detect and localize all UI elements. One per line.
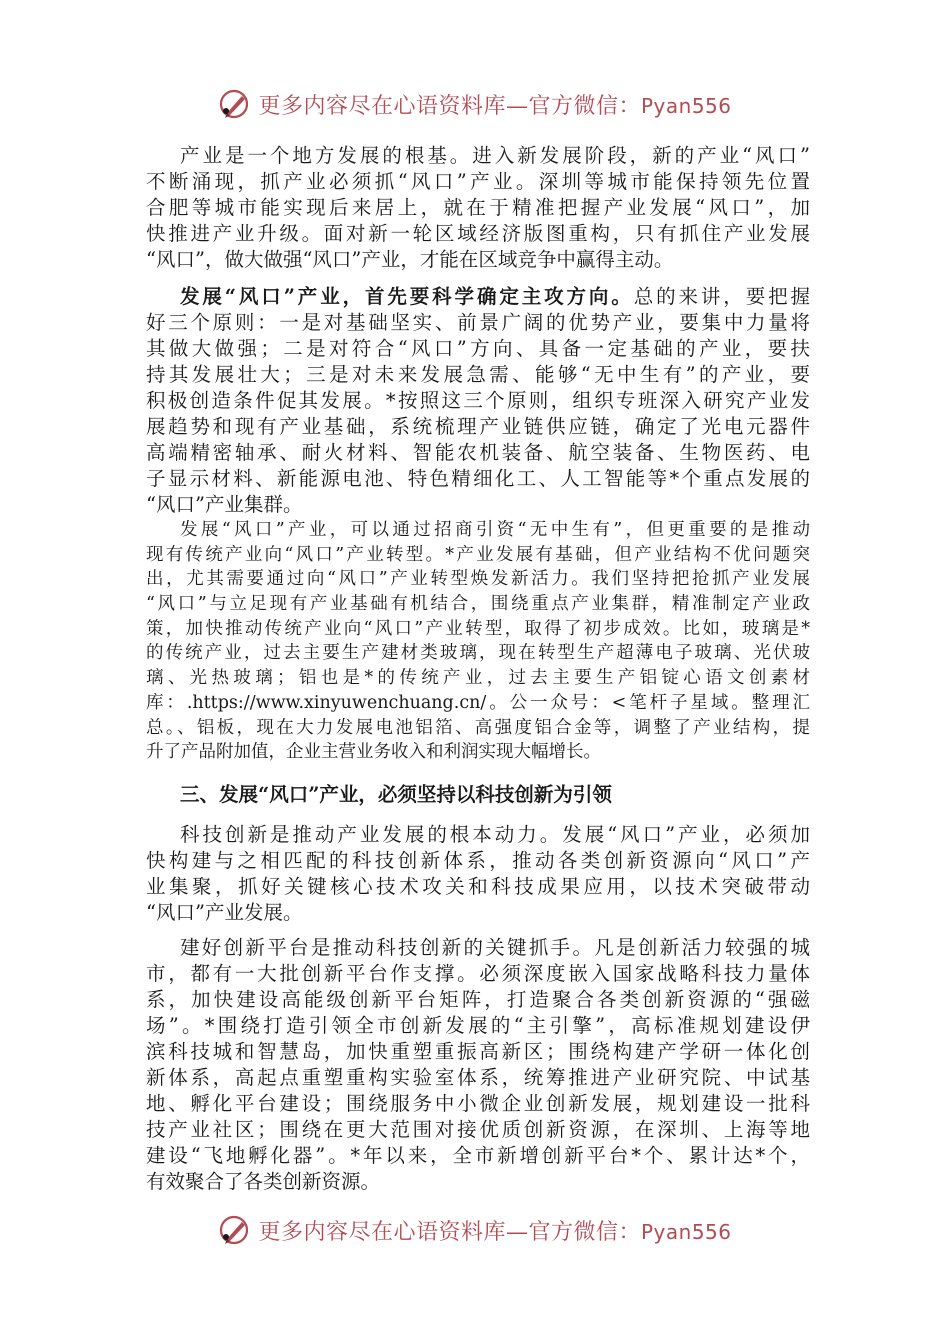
text-line: 发展“风口”产业，可以通过招商引资“无中生有”，但更重要的是推动 <box>180 520 810 540</box>
text-line: 的传统产业，过去主要生产建材类玻璃，现在转型生产超薄电子玻璃、光伏玻 <box>146 643 810 664</box>
text-line <box>146 284 810 310</box>
text-line: 系，加快建设高能级创新平台矩阵，打造聚合各类创新资源的“强磁 <box>146 988 810 1011</box>
text-line: “风口”产业集群。 <box>146 493 303 516</box>
text-line: 策，加快推动传统产业向“风口”产业转型，取得了初步成效。比如，玻璃是* <box>146 618 810 639</box>
banner-text <box>258 89 731 120</box>
text-line: 好三个原则：一是对基础坚实、前景广阔的优势产业，要集中力量将 <box>146 311 810 334</box>
text-line: 科技创新是推动产业发展的根本动力。发展“风口”产业，必须加 <box>180 823 810 846</box>
text-line: 产业是一个地方发展的根基。进入新发展阶段，新的产业“风口” <box>180 144 810 167</box>
text-line: 建设“飞地孵化器”。*年以来，全市新增创新平台*个、累计达*个， <box>146 1144 810 1167</box>
banner-label: 更多内容尽在心语资料库—官方微信： <box>258 93 641 119</box>
banner-text <box>258 1215 731 1246</box>
text-line: 地、孵化平台建设；围绕服务中小微企业创新发展，规划建设一批科 <box>146 1092 810 1115</box>
pen-logo-icon <box>218 1213 252 1247</box>
text-line: 技产业社区；围绕在更大范围对接优质创新资源，在深圳、上海等地 <box>146 1118 810 1141</box>
paragraph-platform <box>146 935 810 1195</box>
text-line: 快构建与之相匹配的科技创新体系，推动各类创新资源向“风口”产 <box>146 849 810 872</box>
text-span: 总的来讲，要把握 <box>633 285 810 308</box>
text-line: 市，都有一大批创新平台作支撑。必须深度嵌入国家战略科技力量体 <box>146 962 810 985</box>
text-line: “风口”，做大做强“风口”产业，才能在区域竞争中赢得主动。 <box>146 248 674 271</box>
paragraph-transform <box>146 518 810 765</box>
text-line: 子显示材料、新能源电池、特色精细化工、人工智能等*个重点发展的 <box>146 467 810 490</box>
header-banner <box>0 84 950 124</box>
text-line: 不断涌现，抓产业必须抓“风口”产业。深圳等城市能保持领先位置 <box>146 170 810 193</box>
text-line: 建好创新平台是推动科技创新的关键抓手。凡是创新活力较强的城 <box>180 936 810 959</box>
paragraph-intro <box>146 143 810 273</box>
text-line: 璃、光热玻璃；铝也是*的传统产业，过去主要生产铝锭心语文创素材 <box>146 668 810 689</box>
text-line: “风口”与立足现有产业基础有机结合，围绕重点产业集群，精准制定产业政 <box>146 594 810 615</box>
text-line: 其做大做强；二是对符合“风口”方向、具备一定基础的产业，要扶 <box>146 337 810 360</box>
wechat-id: Pyan556 <box>641 1219 732 1244</box>
text-line: 高端精密轴承、耐火材料、智能农机装备、航空装备、生物医药、电 <box>146 441 810 464</box>
banner-label: 更多内容尽在心语资料库—官方微信： <box>258 1219 641 1245</box>
text-line: 有效聚合了各类创新资源。 <box>146 1170 381 1193</box>
text-line: 积极创造条件促其发展。*按照这三个原则，组织专班深入研究产业发 <box>146 389 810 412</box>
text-line: 业集聚，抓好关键核心技术攻关和科技成果应用，以技术突破带动 <box>146 875 810 898</box>
bold-lead: 发展“风口”产业，首先要科学确定主攻方向。 <box>180 285 634 308</box>
text-line: 新体系，高起点重塑重构实验室体系，统筹推进产业研究院、中试基 <box>146 1066 810 1089</box>
text-line: 升了产品附加值，企业主营业务收入和利润实现大幅增长。 <box>146 742 601 763</box>
text-line: 总。、铝板，现在大力发展电池铝箔、高强度铝合金等，调整了产业结构，提 <box>146 717 810 738</box>
text-line: “风口”产业发展。 <box>146 901 303 924</box>
footer-banner <box>0 1210 950 1250</box>
paragraph-innovation <box>146 822 810 926</box>
pen-logo-icon <box>218 87 252 121</box>
text-line: 持其发展壮大；三是对未来发展急需、能够“无中生有”的产业，要 <box>146 363 810 386</box>
text-line: 快推进产业升级。面对新一轮区域经济版图重构，只有抓住产业发展 <box>146 222 810 245</box>
text-line: 库：.https://www.xinyuwenchuang.cn/。公一众号：<笔杆子星域。整理汇 <box>146 692 810 713</box>
paragraph-direction <box>146 284 810 518</box>
text-line: 现有传统产业向“风口”产业转型。*产业发展有基础，但产业结构不优问题突 <box>146 544 810 565</box>
wechat-id: Pyan556 <box>641 93 732 118</box>
text-line: 展趋势和现有产业基础，系统梳理产业链供应链，确定了光电元器件 <box>146 415 810 438</box>
text-line: 滨科技城和智慧岛，加快重塑重振高新区；围绕构建产学研一体化创 <box>146 1040 810 1063</box>
text-line: 合肥等城市能实现后来居上，就在于精准把握产业发展“风口”，加 <box>146 196 810 219</box>
text-line: 场”。*围绕打造引领全市创新发展的“主引擎”，高标准规划建设伊 <box>146 1014 810 1037</box>
heading-3: 三、发展“风口”产业，必须坚持以科技创新为引领 <box>180 783 612 806</box>
text-line: 出，尤其需要通过向“风口”产业转型焕发新活力。我们坚持把抢抓产业发展 <box>146 569 810 590</box>
section-heading <box>146 782 810 808</box>
